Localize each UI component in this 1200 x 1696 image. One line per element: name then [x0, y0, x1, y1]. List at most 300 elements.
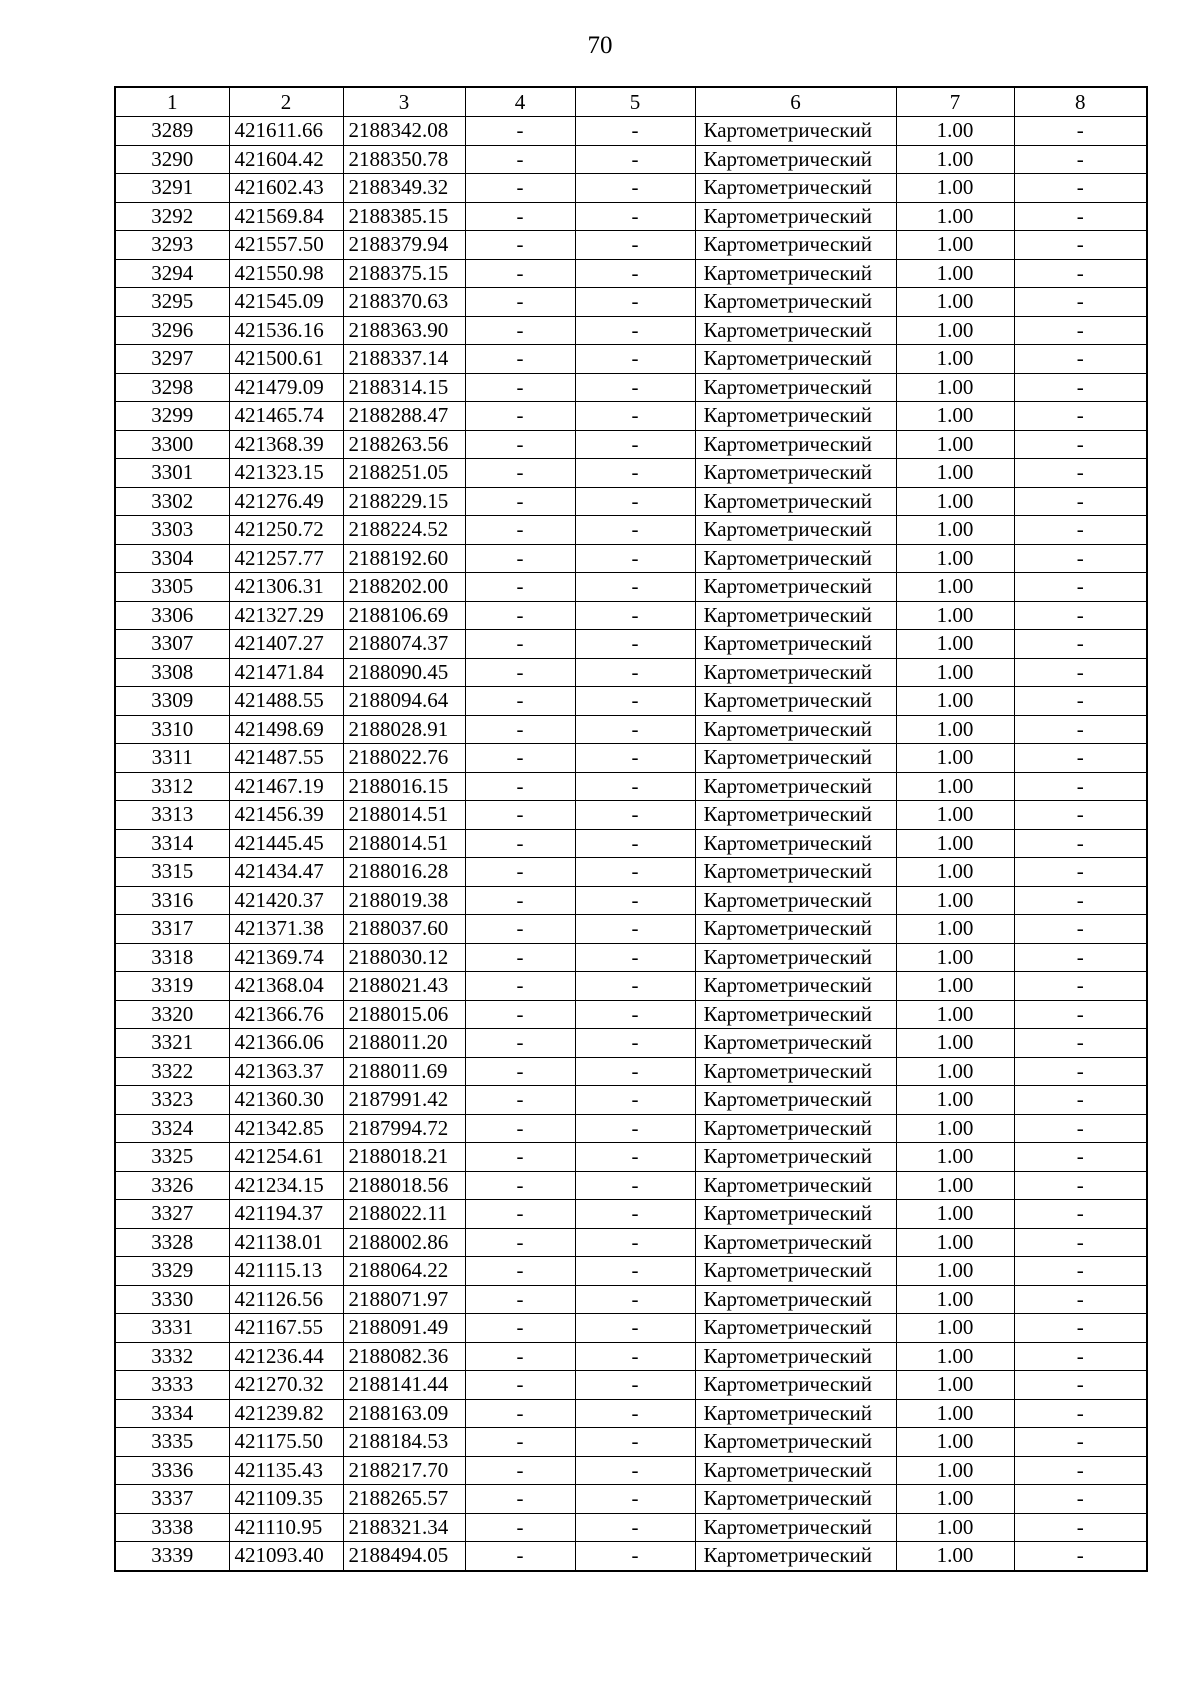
- cell-accuracy: 1.00: [896, 801, 1014, 830]
- table-row: [115, 345, 1147, 374]
- cell-col-4: -: [465, 744, 575, 773]
- cell-method: Картометрический: [695, 1171, 896, 1200]
- cell-col-5: -: [575, 1314, 695, 1343]
- cell-col-8: -: [1014, 687, 1147, 716]
- cell-y-coordinate: 2188342.08: [343, 117, 465, 146]
- cell-point-number: 3308: [115, 658, 229, 687]
- column-header-1: 1: [115, 87, 229, 117]
- cell-accuracy: 1.00: [896, 744, 1014, 773]
- cell-x-coordinate: 421569.84: [229, 202, 343, 231]
- cell-col-5: -: [575, 316, 695, 345]
- cell-accuracy: 1.00: [896, 459, 1014, 488]
- cell-y-coordinate: 2188106.69: [343, 601, 465, 630]
- cell-col-4: -: [465, 516, 575, 545]
- cell-accuracy: 1.00: [896, 943, 1014, 972]
- cell-accuracy: 1.00: [896, 1428, 1014, 1457]
- table-row: [115, 886, 1147, 915]
- cell-col-4: -: [465, 1285, 575, 1314]
- cell-point-number: 3303: [115, 516, 229, 545]
- cell-accuracy: 1.00: [896, 829, 1014, 858]
- cell-col-4: -: [465, 772, 575, 801]
- cell-col-8: -: [1014, 1456, 1147, 1485]
- cell-y-coordinate: 2188002.86: [343, 1228, 465, 1257]
- cell-accuracy: 1.00: [896, 972, 1014, 1001]
- cell-col-4: -: [465, 459, 575, 488]
- cell-method: Картометрический: [695, 658, 896, 687]
- cell-method: Картометрический: [695, 487, 896, 516]
- cell-x-coordinate: 421138.01: [229, 1228, 343, 1257]
- cell-x-coordinate: 421407.27: [229, 630, 343, 659]
- cell-col-8: -: [1014, 601, 1147, 630]
- cell-method: Картометрический: [695, 1228, 896, 1257]
- coordinates-table: [114, 86, 1148, 1572]
- cell-x-coordinate: 421465.74: [229, 402, 343, 431]
- cell-x-coordinate: 421110.95: [229, 1513, 343, 1542]
- cell-col-5: -: [575, 345, 695, 374]
- cell-method: Картометрический: [695, 259, 896, 288]
- cell-x-coordinate: 421250.72: [229, 516, 343, 545]
- cell-col-4: -: [465, 1399, 575, 1428]
- cell-y-coordinate: 2188037.60: [343, 915, 465, 944]
- cell-y-coordinate: 2188090.45: [343, 658, 465, 687]
- cell-method: Картометрический: [695, 744, 896, 773]
- cell-accuracy: 1.00: [896, 516, 1014, 545]
- table-row: [115, 288, 1147, 317]
- cell-accuracy: 1.00: [896, 1200, 1014, 1229]
- cell-accuracy: 1.00: [896, 288, 1014, 317]
- cell-col-8: -: [1014, 402, 1147, 431]
- cell-y-coordinate: 2187991.42: [343, 1086, 465, 1115]
- cell-point-number: 3291: [115, 174, 229, 203]
- cell-col-4: -: [465, 259, 575, 288]
- table-row: [115, 658, 1147, 687]
- column-header-8: 8: [1014, 87, 1147, 117]
- cell-point-number: 3321: [115, 1029, 229, 1058]
- cell-method: Картометрический: [695, 915, 896, 944]
- table-row: [115, 1200, 1147, 1229]
- cell-x-coordinate: 421445.45: [229, 829, 343, 858]
- cell-y-coordinate: 2188494.05: [343, 1542, 465, 1571]
- cell-point-number: 3301: [115, 459, 229, 488]
- cell-method: Картометрический: [695, 373, 896, 402]
- cell-y-coordinate: 2188141.44: [343, 1371, 465, 1400]
- cell-col-5: -: [575, 430, 695, 459]
- cell-y-coordinate: 2188288.47: [343, 402, 465, 431]
- cell-x-coordinate: 421611.66: [229, 117, 343, 146]
- cell-col-4: -: [465, 972, 575, 1001]
- table-row: [115, 573, 1147, 602]
- cell-y-coordinate: 2188022.11: [343, 1200, 465, 1229]
- cell-col-4: -: [465, 1057, 575, 1086]
- cell-x-coordinate: 421093.40: [229, 1542, 343, 1571]
- cell-accuracy: 1.00: [896, 544, 1014, 573]
- cell-col-5: -: [575, 373, 695, 402]
- cell-y-coordinate: 2188018.56: [343, 1171, 465, 1200]
- table-row: [115, 1257, 1147, 1286]
- cell-accuracy: 1.00: [896, 1114, 1014, 1143]
- table-row: [115, 1143, 1147, 1172]
- cell-col-4: -: [465, 1086, 575, 1115]
- cell-col-5: -: [575, 573, 695, 602]
- cell-x-coordinate: 421276.49: [229, 487, 343, 516]
- table-header-row: [115, 87, 1147, 117]
- cell-point-number: 3307: [115, 630, 229, 659]
- cell-col-5: -: [575, 459, 695, 488]
- cell-y-coordinate: 2188022.76: [343, 744, 465, 773]
- cell-accuracy: 1.00: [896, 573, 1014, 602]
- cell-method: Картометрический: [695, 1314, 896, 1343]
- cell-col-4: -: [465, 1143, 575, 1172]
- cell-accuracy: 1.00: [896, 886, 1014, 915]
- table-row: [115, 202, 1147, 231]
- cell-col-5: -: [575, 943, 695, 972]
- cell-accuracy: 1.00: [896, 1513, 1014, 1542]
- cell-col-4: -: [465, 316, 575, 345]
- cell-method: Картометрический: [695, 630, 896, 659]
- table-row: [115, 687, 1147, 716]
- cell-col-8: -: [1014, 1200, 1147, 1229]
- cell-col-8: -: [1014, 858, 1147, 887]
- cell-accuracy: 1.00: [896, 202, 1014, 231]
- cell-col-5: -: [575, 1000, 695, 1029]
- cell-y-coordinate: 2188094.64: [343, 687, 465, 716]
- cell-col-5: -: [575, 402, 695, 431]
- cell-accuracy: 1.00: [896, 1542, 1014, 1571]
- cell-y-coordinate: 2187994.72: [343, 1114, 465, 1143]
- table-row: [115, 1342, 1147, 1371]
- cell-col-4: -: [465, 544, 575, 573]
- cell-col-4: -: [465, 801, 575, 830]
- cell-col-8: -: [1014, 345, 1147, 374]
- cell-col-8: -: [1014, 829, 1147, 858]
- cell-x-coordinate: 421420.37: [229, 886, 343, 915]
- cell-col-5: -: [575, 174, 695, 203]
- cell-method: Картометрический: [695, 1143, 896, 1172]
- cell-x-coordinate: 421498.69: [229, 715, 343, 744]
- table-row: [115, 1314, 1147, 1343]
- cell-x-coordinate: 421360.30: [229, 1086, 343, 1115]
- cell-accuracy: 1.00: [896, 1228, 1014, 1257]
- cell-point-number: 3306: [115, 601, 229, 630]
- cell-accuracy: 1.00: [896, 1143, 1014, 1172]
- cell-col-4: -: [465, 1513, 575, 1542]
- cell-point-number: 3295: [115, 288, 229, 317]
- cell-point-number: 3304: [115, 544, 229, 573]
- cell-point-number: 3296: [115, 316, 229, 345]
- column-header-6: 6: [695, 87, 896, 117]
- cell-x-coordinate: 421257.77: [229, 544, 343, 573]
- cell-col-5: -: [575, 829, 695, 858]
- cell-col-4: -: [465, 1228, 575, 1257]
- cell-col-8: -: [1014, 1000, 1147, 1029]
- cell-col-5: -: [575, 1485, 695, 1514]
- cell-method: Картометрический: [695, 801, 896, 830]
- cell-method: Картометрический: [695, 943, 896, 972]
- cell-point-number: 3313: [115, 801, 229, 830]
- cell-col-5: -: [575, 516, 695, 545]
- cell-y-coordinate: 2188064.22: [343, 1257, 465, 1286]
- cell-accuracy: 1.00: [896, 1485, 1014, 1514]
- cell-col-5: -: [575, 715, 695, 744]
- cell-col-8: -: [1014, 801, 1147, 830]
- cell-method: Картометрический: [695, 1542, 896, 1571]
- cell-point-number: 3294: [115, 259, 229, 288]
- cell-x-coordinate: 421239.82: [229, 1399, 343, 1428]
- cell-y-coordinate: 2188321.34: [343, 1513, 465, 1542]
- cell-method: Картометрический: [695, 1513, 896, 1542]
- cell-accuracy: 1.00: [896, 630, 1014, 659]
- cell-point-number: 3290: [115, 145, 229, 174]
- table-row: [115, 972, 1147, 1001]
- table-row: [115, 1086, 1147, 1115]
- cell-col-8: -: [1014, 231, 1147, 260]
- cell-col-8: -: [1014, 744, 1147, 773]
- cell-col-5: -: [575, 1513, 695, 1542]
- cell-col-4: -: [465, 1257, 575, 1286]
- cell-col-4: -: [465, 1314, 575, 1343]
- table-row: [115, 601, 1147, 630]
- cell-point-number: 3327: [115, 1200, 229, 1229]
- cell-col-8: -: [1014, 1485, 1147, 1514]
- cell-x-coordinate: 421167.55: [229, 1314, 343, 1343]
- cell-point-number: 3292: [115, 202, 229, 231]
- cell-y-coordinate: 2188018.21: [343, 1143, 465, 1172]
- cell-y-coordinate: 2188011.69: [343, 1057, 465, 1086]
- column-header-7: 7: [896, 87, 1014, 117]
- cell-col-5: -: [575, 801, 695, 830]
- cell-method: Картометрический: [695, 1428, 896, 1457]
- cell-col-4: -: [465, 231, 575, 260]
- cell-accuracy: 1.00: [896, 601, 1014, 630]
- cell-method: Картометрический: [695, 601, 896, 630]
- cell-col-5: -: [575, 1200, 695, 1229]
- cell-accuracy: 1.00: [896, 259, 1014, 288]
- cell-point-number: 3315: [115, 858, 229, 887]
- cell-accuracy: 1.00: [896, 915, 1014, 944]
- cell-accuracy: 1.00: [896, 715, 1014, 744]
- cell-col-8: -: [1014, 288, 1147, 317]
- cell-y-coordinate: 2188385.15: [343, 202, 465, 231]
- cell-point-number: 3297: [115, 345, 229, 374]
- cell-y-coordinate: 2188082.36: [343, 1342, 465, 1371]
- cell-col-5: -: [575, 687, 695, 716]
- table-row: [115, 744, 1147, 773]
- cell-method: Картометрический: [695, 886, 896, 915]
- table-row: [115, 1000, 1147, 1029]
- cell-col-5: -: [575, 1542, 695, 1571]
- cell-point-number: 3333: [115, 1371, 229, 1400]
- cell-y-coordinate: 2188251.05: [343, 459, 465, 488]
- table-row: [115, 1513, 1147, 1542]
- cell-col-8: -: [1014, 1114, 1147, 1143]
- cell-col-8: -: [1014, 715, 1147, 744]
- cell-accuracy: 1.00: [896, 858, 1014, 887]
- cell-method: Картометрический: [695, 1057, 896, 1086]
- cell-x-coordinate: 421236.44: [229, 1342, 343, 1371]
- cell-method: Картометрический: [695, 1000, 896, 1029]
- cell-accuracy: 1.00: [896, 373, 1014, 402]
- cell-x-coordinate: 421363.37: [229, 1057, 343, 1086]
- cell-x-coordinate: 421109.35: [229, 1485, 343, 1514]
- cell-col-8: -: [1014, 772, 1147, 801]
- cell-col-4: -: [465, 1114, 575, 1143]
- cell-point-number: 3339: [115, 1542, 229, 1571]
- cell-accuracy: 1.00: [896, 316, 1014, 345]
- cell-x-coordinate: 421327.29: [229, 601, 343, 630]
- cell-col-8: -: [1014, 1342, 1147, 1371]
- table-row: [115, 117, 1147, 146]
- cell-col-4: -: [465, 288, 575, 317]
- cell-col-4: -: [465, 1456, 575, 1485]
- cell-col-5: -: [575, 259, 695, 288]
- cell-x-coordinate: 421545.09: [229, 288, 343, 317]
- cell-y-coordinate: 2188363.90: [343, 316, 465, 345]
- cell-col-8: -: [1014, 1228, 1147, 1257]
- cell-col-5: -: [575, 886, 695, 915]
- cell-x-coordinate: 421369.74: [229, 943, 343, 972]
- cell-x-coordinate: 421323.15: [229, 459, 343, 488]
- cell-col-5: -: [575, 1456, 695, 1485]
- cell-method: Картометрический: [695, 202, 896, 231]
- cell-col-8: -: [1014, 1513, 1147, 1542]
- cell-method: Картометрический: [695, 145, 896, 174]
- cell-col-5: -: [575, 744, 695, 773]
- cell-y-coordinate: 2188014.51: [343, 829, 465, 858]
- cell-y-coordinate: 2188229.15: [343, 487, 465, 516]
- cell-x-coordinate: 421194.37: [229, 1200, 343, 1229]
- cell-y-coordinate: 2188314.15: [343, 373, 465, 402]
- cell-col-8: -: [1014, 174, 1147, 203]
- cell-col-4: -: [465, 1428, 575, 1457]
- cell-point-number: 3314: [115, 829, 229, 858]
- cell-y-coordinate: 2188350.78: [343, 145, 465, 174]
- table-row: [115, 630, 1147, 659]
- cell-point-number: 3330: [115, 1285, 229, 1314]
- page-number: 70: [587, 32, 613, 59]
- cell-col-4: -: [465, 345, 575, 374]
- cell-point-number: 3335: [115, 1428, 229, 1457]
- cell-col-5: -: [575, 544, 695, 573]
- cell-col-8: -: [1014, 117, 1147, 146]
- cell-x-coordinate: 421175.50: [229, 1428, 343, 1457]
- cell-y-coordinate: 2188375.15: [343, 259, 465, 288]
- cell-col-4: -: [465, 658, 575, 687]
- cell-x-coordinate: 421550.98: [229, 259, 343, 288]
- cell-accuracy: 1.00: [896, 345, 1014, 374]
- cell-point-number: 3311: [115, 744, 229, 773]
- cell-col-8: -: [1014, 487, 1147, 516]
- cell-method: Картометрический: [695, 772, 896, 801]
- cell-col-8: -: [1014, 915, 1147, 944]
- cell-method: Картометрический: [695, 829, 896, 858]
- table-row: [115, 259, 1147, 288]
- table-row: [115, 915, 1147, 944]
- table-row: [115, 1285, 1147, 1314]
- table-row: [115, 1029, 1147, 1058]
- cell-col-5: -: [575, 1029, 695, 1058]
- cell-point-number: 3320: [115, 1000, 229, 1029]
- cell-accuracy: 1.00: [896, 1000, 1014, 1029]
- cell-y-coordinate: 2188349.32: [343, 174, 465, 203]
- cell-accuracy: 1.00: [896, 1257, 1014, 1286]
- cell-point-number: 3328: [115, 1228, 229, 1257]
- cell-method: Картометрический: [695, 316, 896, 345]
- cell-accuracy: 1.00: [896, 117, 1014, 146]
- table-row: [115, 1057, 1147, 1086]
- cell-x-coordinate: 421487.55: [229, 744, 343, 773]
- cell-y-coordinate: 2188019.38: [343, 886, 465, 915]
- cell-point-number: 3310: [115, 715, 229, 744]
- cell-x-coordinate: 421536.16: [229, 316, 343, 345]
- cell-method: Картометрический: [695, 1257, 896, 1286]
- table-row: [115, 1228, 1147, 1257]
- table-body: [115, 117, 1147, 1571]
- table-row: [115, 402, 1147, 431]
- cell-point-number: 3316: [115, 886, 229, 915]
- cell-point-number: 3323: [115, 1086, 229, 1115]
- cell-x-coordinate: 421366.76: [229, 1000, 343, 1029]
- cell-point-number: 3325: [115, 1143, 229, 1172]
- cell-col-5: -: [575, 915, 695, 944]
- table-row: [115, 316, 1147, 345]
- cell-x-coordinate: 421115.13: [229, 1257, 343, 1286]
- cell-col-5: -: [575, 630, 695, 659]
- cell-col-5: -: [575, 117, 695, 146]
- cell-method: Картометрический: [695, 544, 896, 573]
- column-header-3: 3: [343, 87, 465, 117]
- cell-point-number: 3336: [115, 1456, 229, 1485]
- table-row: [115, 943, 1147, 972]
- cell-col-5: -: [575, 1057, 695, 1086]
- cell-col-5: -: [575, 601, 695, 630]
- cell-col-4: -: [465, 174, 575, 203]
- table-row: [115, 544, 1147, 573]
- cell-x-coordinate: 421500.61: [229, 345, 343, 374]
- cell-method: Картометрический: [695, 573, 896, 602]
- cell-col-8: -: [1014, 1428, 1147, 1457]
- table-row: [115, 231, 1147, 260]
- table-row: [115, 829, 1147, 858]
- cell-col-5: -: [575, 202, 695, 231]
- cell-accuracy: 1.00: [896, 231, 1014, 260]
- cell-point-number: 3312: [115, 772, 229, 801]
- cell-col-4: -: [465, 1371, 575, 1400]
- cell-method: Картометрический: [695, 402, 896, 431]
- cell-accuracy: 1.00: [896, 687, 1014, 716]
- cell-col-4: -: [465, 858, 575, 887]
- cell-col-5: -: [575, 1086, 695, 1115]
- cell-col-4: -: [465, 915, 575, 944]
- cell-y-coordinate: 2188016.15: [343, 772, 465, 801]
- cell-method: Картометрический: [695, 1399, 896, 1428]
- cell-col-5: -: [575, 1371, 695, 1400]
- cell-method: Картометрический: [695, 1029, 896, 1058]
- cell-point-number: 3329: [115, 1257, 229, 1286]
- table-row: [115, 801, 1147, 830]
- column-header-4: 4: [465, 87, 575, 117]
- cell-col-8: -: [1014, 943, 1147, 972]
- cell-col-4: -: [465, 1200, 575, 1229]
- cell-method: Картометрический: [695, 174, 896, 203]
- cell-col-8: -: [1014, 1257, 1147, 1286]
- cell-y-coordinate: 2188021.43: [343, 972, 465, 1001]
- cell-col-5: -: [575, 1399, 695, 1428]
- table-row: [115, 1428, 1147, 1457]
- cell-method: Картометрический: [695, 117, 896, 146]
- cell-col-8: -: [1014, 1371, 1147, 1400]
- table-row: [115, 487, 1147, 516]
- table-row: [115, 1171, 1147, 1200]
